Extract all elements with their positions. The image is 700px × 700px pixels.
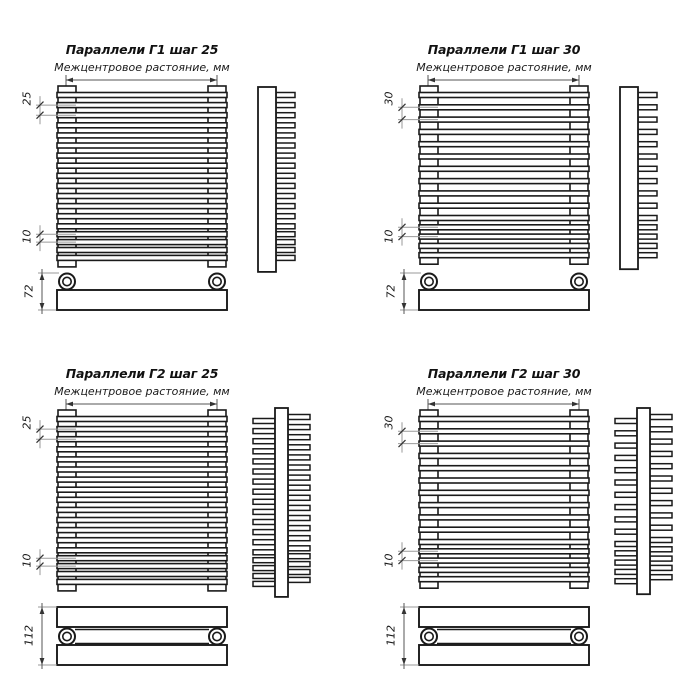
dim-arrow: [66, 402, 73, 407]
tube: [419, 515, 589, 520]
connection-circle-inner: [213, 632, 221, 640]
tube: [57, 556, 227, 561]
tube: [419, 105, 589, 110]
connection-circle-inner: [575, 632, 583, 640]
tube-end-back: [253, 479, 275, 484]
tube-end-front: [288, 475, 310, 480]
collector-post: [570, 410, 588, 588]
collector-post: [420, 86, 438, 264]
tube: [57, 103, 227, 108]
connection-circle-outer: [571, 629, 587, 645]
dim-tick: [37, 102, 44, 109]
lower-step-dimension-label: 10: [382, 553, 396, 568]
side-view: [615, 408, 672, 594]
tube: [57, 93, 227, 98]
collector-post: [420, 410, 438, 588]
tube: [57, 572, 227, 577]
tube: [57, 579, 227, 584]
step-dimension-label: 25: [20, 415, 34, 430]
tube-end: [638, 191, 657, 196]
panel-title: Параллели Г1 шаг 30: [427, 42, 581, 57]
tube-end-front: [650, 439, 672, 444]
tube: [57, 507, 227, 512]
tube-end-back: [253, 574, 275, 579]
side-collector: [258, 87, 276, 272]
tube: [57, 447, 227, 452]
tube: [57, 232, 227, 237]
dim-tick: [399, 104, 406, 111]
dim-arrow: [210, 402, 217, 407]
panel-title: Параллели Г1 шаг 25: [65, 42, 219, 57]
tube-end: [276, 103, 295, 108]
tube-end: [638, 179, 657, 184]
tube: [419, 203, 589, 208]
tube-end: [638, 166, 657, 171]
tube: [419, 243, 589, 248]
tube-end-back: [253, 581, 275, 586]
tube: [57, 194, 227, 199]
side-collector: [637, 408, 650, 594]
tube: [57, 204, 227, 209]
dim-arrow: [402, 273, 407, 280]
depth-dimension-label: 112: [384, 625, 398, 646]
collector-post: [570, 86, 588, 264]
tube-end-back: [253, 566, 275, 571]
panel-subtitle: Межцентровое растояние, мм: [54, 61, 230, 74]
tube-end-back: [615, 529, 637, 534]
tube-end-back: [253, 530, 275, 535]
tube-end: [276, 214, 295, 219]
tube: [419, 490, 589, 495]
panel-g1-step-30: [362, 0, 700, 352]
step-dimension: [36, 96, 76, 124]
dim-arrow: [402, 658, 407, 665]
tube-end-front: [288, 485, 310, 490]
panel-title: Параллели Г2 шаг 30: [427, 366, 581, 381]
connection-circle-inner: [575, 277, 583, 285]
tube-end: [276, 93, 295, 98]
tube: [57, 133, 227, 138]
tube: [57, 497, 227, 502]
collector-post: [208, 86, 226, 267]
bottom-bar: [57, 290, 227, 310]
tube-end: [276, 173, 295, 178]
tube-end-back: [615, 431, 637, 436]
panel-title: Параллели Г2 шаг 25: [65, 366, 219, 381]
dim-tick: [37, 555, 44, 562]
tube: [57, 548, 227, 553]
tube-end-front: [650, 525, 672, 530]
tube: [419, 453, 589, 458]
tube: [57, 153, 227, 158]
tube-end-front: [288, 577, 310, 582]
tube-end: [638, 154, 657, 159]
dim-tick: [399, 548, 406, 555]
tube: [419, 129, 589, 134]
tube-end-front: [288, 495, 310, 500]
tube-end: [276, 183, 295, 188]
dim-tick: [399, 428, 406, 435]
tube: [419, 234, 589, 239]
connection-circle-outer: [209, 274, 225, 290]
dim-tick: [399, 233, 406, 240]
tube-end-front: [288, 570, 310, 575]
tube-end-front: [288, 415, 310, 420]
dim-tick: [37, 436, 44, 443]
tube: [57, 183, 227, 188]
tube: [419, 540, 589, 545]
panel-subtitle: Межцентровое растояние, мм: [416, 61, 592, 74]
tube-end-front: [288, 562, 310, 567]
connection-circle-outer: [59, 274, 75, 290]
tube-end-back: [253, 419, 275, 424]
panel-subtitle: Межцентровое растояние, мм: [416, 385, 592, 398]
tube-end-back: [253, 449, 275, 454]
tube-end-back: [253, 439, 275, 444]
tube: [57, 417, 227, 422]
dim-tick: [399, 224, 406, 231]
tube-end-back: [615, 517, 637, 522]
tube-end-back: [615, 505, 637, 510]
panel-g2-step-25: [0, 324, 352, 676]
tube-end-front: [650, 556, 672, 561]
tube: [419, 166, 589, 171]
bottom-view: [57, 274, 227, 311]
tube-end-back: [253, 459, 275, 464]
header-dimension: [66, 399, 217, 410]
tube-end-back: [253, 499, 275, 504]
lower-step-dimension-label: 10: [382, 229, 396, 244]
depth-dimension: [400, 269, 421, 314]
collector-post: [208, 410, 226, 591]
bottom-bar: [57, 607, 227, 627]
tube-end-front: [288, 554, 310, 559]
tube-end: [638, 93, 657, 98]
dim-tick: [399, 116, 406, 123]
dim-tick: [37, 563, 44, 570]
tube-end-back: [253, 558, 275, 563]
depth-dimension: [38, 603, 57, 669]
front-view: [57, 86, 227, 267]
connection-circle-inner: [63, 632, 71, 640]
side-collector: [275, 408, 288, 597]
tube-end: [276, 163, 295, 168]
tube: [57, 163, 227, 168]
tube-end-front: [650, 488, 672, 493]
step-dimension: [398, 98, 438, 128]
tube-end-front: [288, 505, 310, 510]
bottom-view: [57, 607, 227, 665]
tube: [57, 477, 227, 482]
tube: [419, 179, 589, 184]
bottom-view: [419, 607, 589, 665]
front-view: [419, 86, 589, 264]
lower-step-dimension: [36, 549, 76, 575]
collector-post: [58, 86, 76, 267]
connection-circle-outer: [571, 274, 587, 290]
tube: [57, 487, 227, 492]
tube-end: [638, 105, 657, 110]
tube-end: [638, 142, 657, 147]
tube-end-front: [288, 546, 310, 551]
tube: [419, 503, 589, 508]
connection-circle-inner: [425, 632, 433, 640]
header-dimension: [428, 399, 579, 410]
lower-step-dimension: [398, 542, 438, 569]
depth-dimension-label: 72: [22, 284, 36, 299]
tube: [57, 123, 227, 128]
dim-arrow: [40, 658, 45, 665]
tube-end-back: [615, 542, 637, 547]
step-dimension-label: 30: [382, 91, 396, 106]
tube-end-front: [288, 425, 310, 430]
tube-end: [276, 204, 295, 209]
tube-end-back: [253, 520, 275, 525]
connection-circle-inner: [213, 277, 221, 285]
connection-circle-outer: [421, 274, 437, 290]
tube: [57, 437, 227, 442]
dim-tick: [37, 112, 44, 119]
connection-circle-outer: [59, 629, 75, 645]
tube-end-front: [650, 538, 672, 543]
header-dimension: [428, 75, 579, 86]
dim-arrow: [402, 303, 407, 310]
tube: [419, 478, 589, 483]
tube-end-front: [650, 513, 672, 518]
tube: [419, 225, 589, 230]
tube: [419, 549, 589, 554]
dim-arrow: [40, 273, 45, 280]
bottom-bar: [419, 645, 589, 665]
tube-end-front: [288, 445, 310, 450]
tube-end: [276, 194, 295, 199]
tube: [57, 427, 227, 432]
tube: [419, 93, 589, 98]
tube: [419, 191, 589, 196]
collector-post: [58, 410, 76, 591]
tube-end-back: [615, 480, 637, 485]
lower-step-dimension-label: 10: [20, 553, 34, 568]
tube: [57, 143, 227, 148]
tube-end: [638, 117, 657, 122]
tube-end-back: [615, 579, 637, 584]
dim-arrow: [428, 78, 435, 83]
tube-end-front: [650, 415, 672, 420]
lower-step-dimension: [398, 218, 438, 245]
tube-end-front: [288, 516, 310, 521]
tube: [419, 527, 589, 532]
depth-dimension: [38, 269, 59, 314]
tube-end: [276, 143, 295, 148]
tube-end: [638, 243, 657, 248]
tube: [419, 429, 589, 434]
connection-circle-inner: [425, 277, 433, 285]
dim-arrow: [572, 402, 579, 407]
tube: [57, 528, 227, 533]
dim-tick: [37, 426, 44, 433]
tube-end: [638, 203, 657, 208]
tube: [57, 538, 227, 543]
tube-end-front: [650, 501, 672, 506]
connection-circle-outer: [209, 629, 225, 645]
bottom-bar: [419, 607, 589, 627]
tube-end-front: [650, 547, 672, 552]
tube-end-back: [615, 560, 637, 565]
step-dimension-label: 30: [382, 415, 396, 430]
lower-step-dimension-label: 10: [20, 229, 34, 244]
tube-end: [276, 248, 295, 253]
tube-end: [276, 240, 295, 245]
tube: [57, 113, 227, 118]
step-dimension: [36, 420, 76, 448]
dim-arrow: [572, 78, 579, 83]
bottom-view: [419, 274, 589, 311]
dim-tick: [37, 231, 44, 238]
dim-arrow: [66, 78, 73, 83]
tube: [57, 240, 227, 245]
tube-end: [276, 232, 295, 237]
bottom-bar: [419, 290, 589, 310]
tube-end: [276, 224, 295, 229]
tube: [57, 248, 227, 253]
tube: [57, 518, 227, 523]
tube-end: [276, 113, 295, 118]
tube: [57, 564, 227, 569]
tube: [57, 173, 227, 178]
tube-end-front: [650, 464, 672, 469]
tube-end-back: [253, 540, 275, 545]
panel-g1-step-25: [0, 0, 352, 352]
tube-end: [276, 255, 295, 260]
tube-end-front: [650, 476, 672, 481]
step-dimension-label: 25: [20, 91, 34, 106]
tube-end-front: [288, 465, 310, 470]
tube: [57, 467, 227, 472]
side-view: [620, 87, 657, 269]
tube-end-back: [615, 569, 637, 574]
depth-dimension: [400, 603, 419, 669]
header-dimension: [66, 75, 217, 86]
panel-subtitle: Межцентровое растояние, мм: [54, 385, 230, 398]
tube-end-front: [650, 427, 672, 432]
tube: [419, 466, 589, 471]
dim-arrow: [210, 78, 217, 83]
tube-end-front: [288, 536, 310, 541]
tube-end-back: [253, 429, 275, 434]
panel-g2-step-30: [362, 324, 700, 676]
dim-tick: [399, 557, 406, 564]
tube-end-back: [615, 551, 637, 556]
tube-end-back: [615, 455, 637, 460]
tube: [57, 255, 227, 260]
tube: [419, 253, 589, 258]
tube-end: [276, 133, 295, 138]
dim-arrow: [428, 402, 435, 407]
side-view: [258, 87, 295, 272]
dim-tick: [37, 239, 44, 246]
tube-end: [276, 123, 295, 128]
depth-dimension-label: 72: [384, 284, 398, 299]
step-dimension: [398, 422, 438, 452]
tube-end-front: [288, 435, 310, 440]
tube: [419, 142, 589, 147]
tube: [419, 558, 589, 563]
front-view: [57, 410, 227, 591]
tube-end-back: [253, 469, 275, 474]
tube-end-back: [253, 509, 275, 514]
tube-end: [638, 234, 657, 239]
tube-end-back: [615, 443, 637, 448]
tube: [419, 154, 589, 159]
tube: [57, 224, 227, 229]
tube-end-back: [615, 419, 637, 424]
tube-end-back: [615, 492, 637, 497]
front-view: [419, 410, 589, 588]
depth-dimension-label: 112: [22, 625, 36, 646]
lower-step-dimension: [36, 225, 76, 251]
tube-end-front: [650, 451, 672, 456]
tube-end-back: [253, 489, 275, 494]
tube-end: [638, 225, 657, 230]
dim-tick: [399, 440, 406, 447]
side-view: [253, 408, 310, 597]
bottom-bar: [57, 645, 227, 665]
connection-circle-outer: [421, 629, 437, 645]
tube-end: [638, 216, 657, 221]
connection-circle-inner: [63, 277, 71, 285]
tube-end-front: [288, 526, 310, 531]
tube: [57, 457, 227, 462]
tube-end-back: [615, 468, 637, 473]
dim-arrow: [40, 303, 45, 310]
dim-arrow: [40, 607, 45, 614]
tube-end-front: [288, 455, 310, 460]
tube: [419, 417, 589, 422]
side-collector: [620, 87, 638, 269]
dim-arrow: [402, 607, 407, 614]
tube-end: [276, 153, 295, 158]
tube: [419, 577, 589, 582]
tube: [419, 216, 589, 221]
tube: [57, 214, 227, 219]
tube: [419, 441, 589, 446]
tube-end: [638, 253, 657, 258]
tube: [419, 117, 589, 122]
tube: [419, 567, 589, 572]
tube-end-back: [253, 550, 275, 555]
tube-end-front: [650, 565, 672, 570]
tube-end: [638, 129, 657, 134]
tube-end-front: [650, 575, 672, 580]
